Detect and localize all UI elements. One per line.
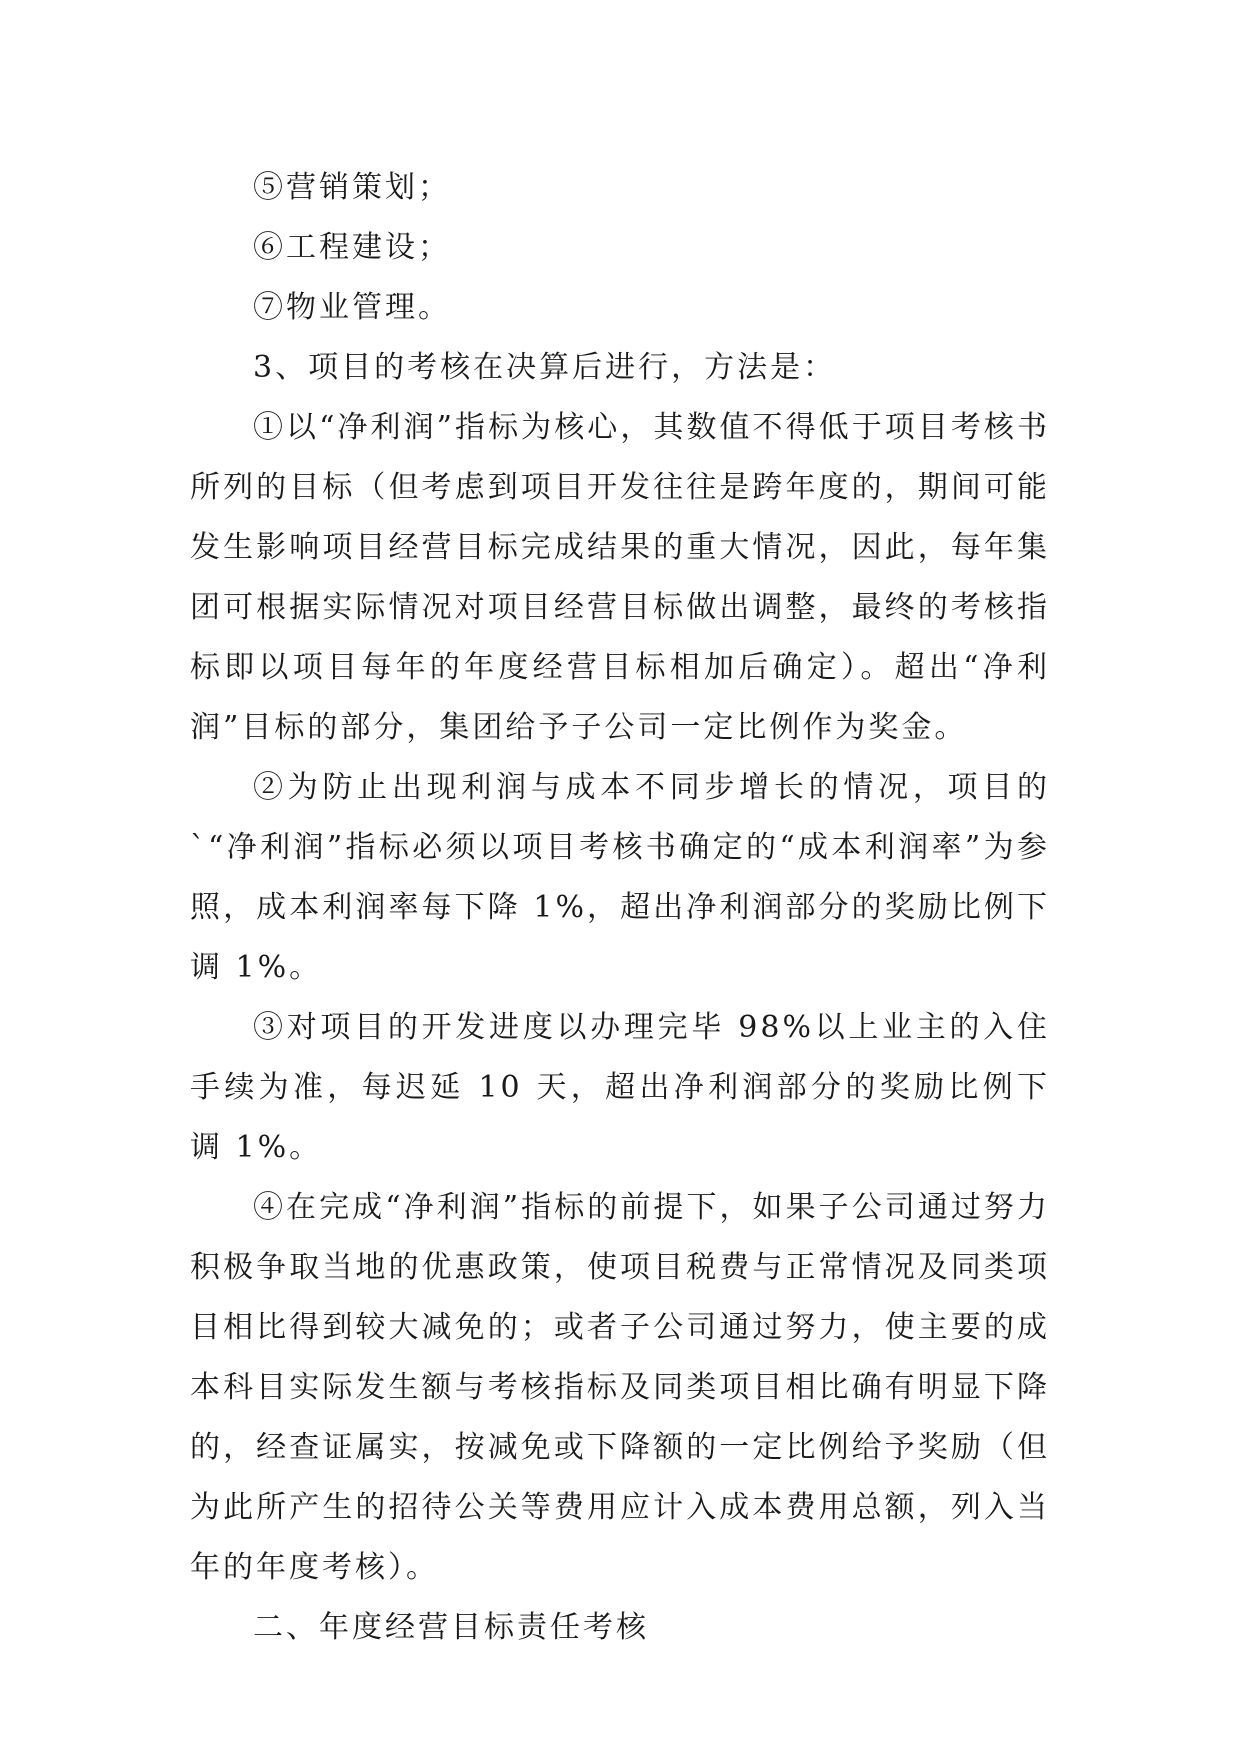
paragraph-tax-reduction-reward: ④在完成“净利润”指标的前提下，如果子公司通过努力积极争取当地的优惠政策，使项目税费与正常情况及同类项目相比得到较大减免的；或者子公司通过努力，使主要的成本科目实际发生额与考核指标及同类项目相比确有明显下降的，经查证属实，按减免或下降额的一定比例给予奖励（但为此所产生的招待公关等费用应计入成本费用总额，列入当年的年度考核）。	[190, 1190, 1050, 1585]
document-body	[190, 158, 1050, 1658]
section-heading-annual-assessment: 二、年度经营目标责任考核	[253, 1610, 649, 1645]
list-item-marketing-planning: ⑤营销策划；	[253, 170, 451, 205]
list-item-property-management: ⑦物业管理。	[253, 290, 451, 325]
paragraph-net-profit-core: ①以“净利润”指标为核心，其数值不得低于项目考核书所列的目标（但考虑到项目开发往往是跨年度的，期间可能发生影响项目经营目标完成结果的重大情况，因此，每年集团可根据实际情况对项目经营目标做出调整，最终的考核指标即以项目每年的年度经营目标相加后确定）。超出“净利润”目标的部分，集团给予子公司一定比例作为奖金。	[190, 410, 1050, 745]
paragraph-development-progress: ③对项目的开发进度以办理完毕 98%以上业主的入住手续为准，每迟延 10 天，超出净利润部分的奖励比例下调 1%。	[190, 1010, 1050, 1165]
section-heading-project-assessment: 3、项目的考核在决算后进行，方法是：	[253, 350, 837, 385]
list-item-engineering-construction: ⑥工程建设；	[253, 230, 451, 265]
paragraph-cost-profit-rate: ②为防止出现利润与成本不同步增长的情况，项目的`“净利润”指标必须以项目考核书确定的“成本利润率”为参照，成本利润率每下降 1%，超出净利润部分的奖励比例下调 1%。	[190, 770, 1050, 985]
